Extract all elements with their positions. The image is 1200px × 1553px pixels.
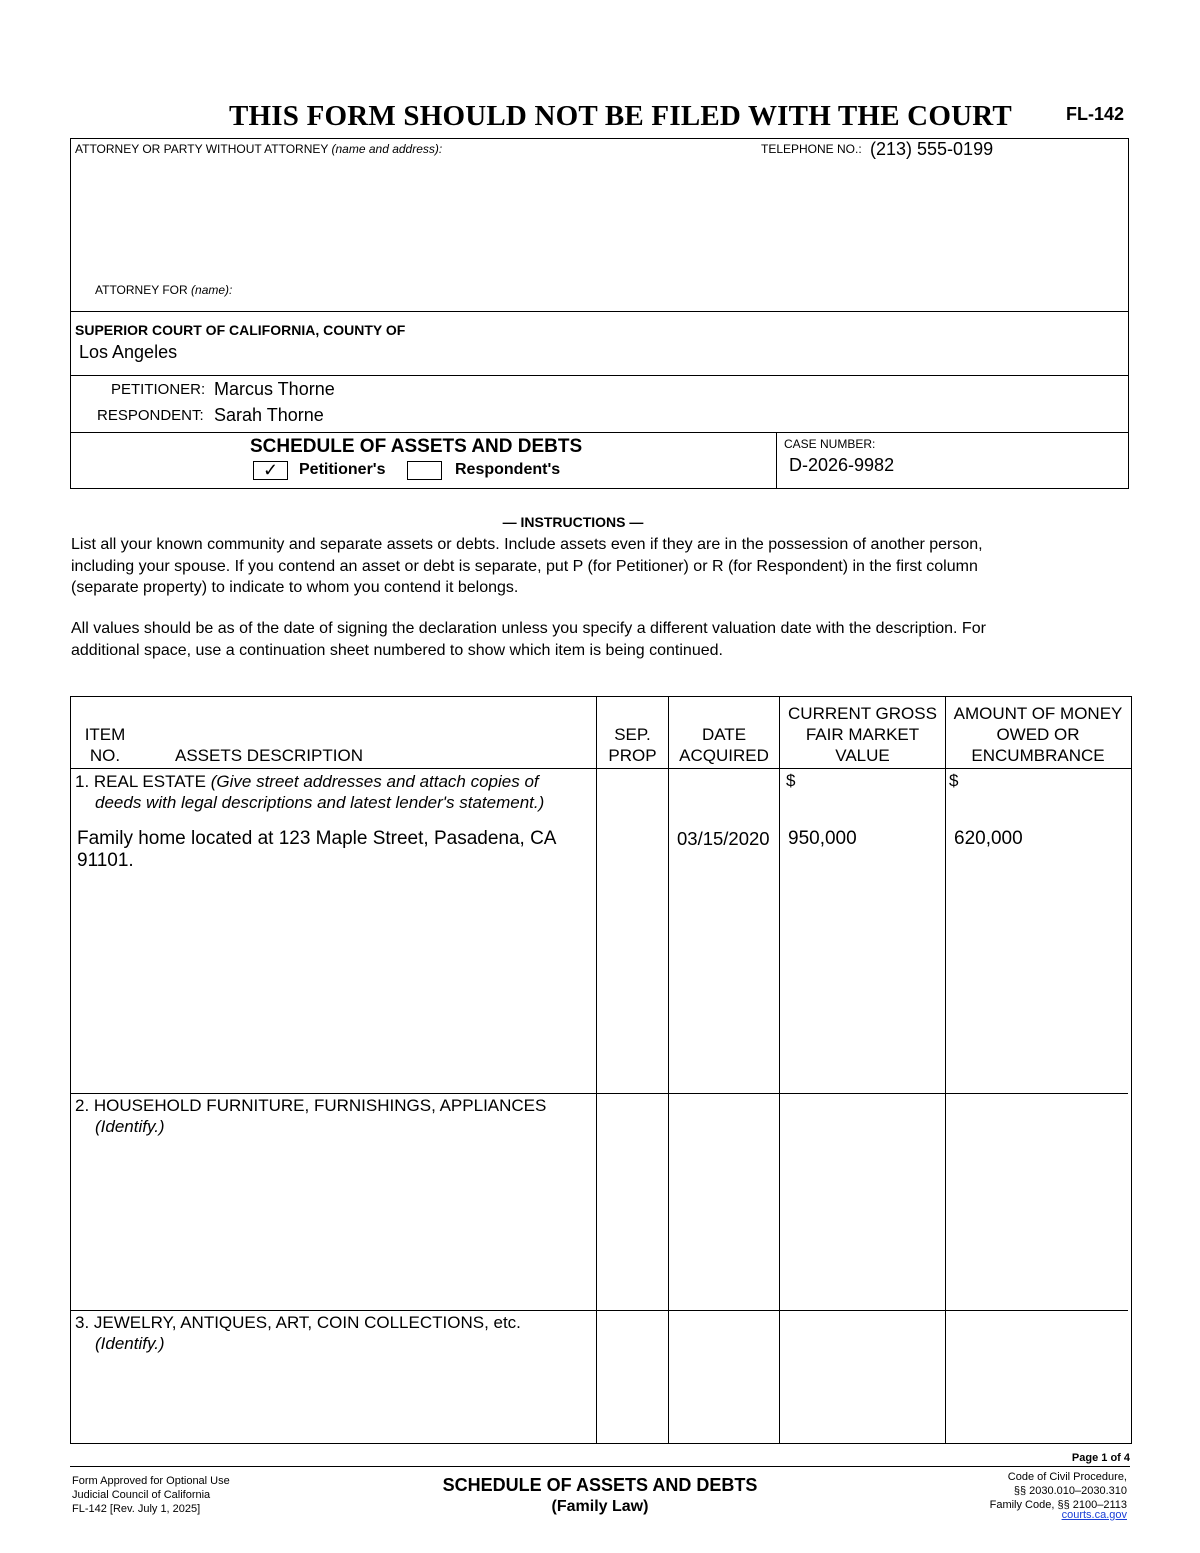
schedule-title: SCHEDULE OF ASSETS AND DEBTS	[250, 436, 583, 457]
petitioner-field[interactable]: Marcus Thorne	[214, 379, 335, 399]
household-description-field[interactable]	[75, 1140, 590, 1300]
section-household-title: 2. HOUSEHOLD FURNITURE, FURNISHINGS, APPLIANCES	[75, 1096, 547, 1115]
dollar-sign-value: $	[786, 771, 796, 790]
case-number-field[interactable]: D-2026-9982	[789, 455, 895, 475]
section-real-estate-subtitle: deeds with legal descriptions and latest lender's statement.)	[95, 793, 545, 812]
instructions-heading: — INSTRUCTIONS —	[502, 514, 644, 530]
attorney-label: ATTORNEY OR PARTY WITHOUT ATTORNEY (name and address):	[75, 142, 443, 156]
form-number: FL-142	[1066, 104, 1125, 124]
jewelry-description-field[interactable]	[75, 1358, 590, 1438]
respondent-label: RESPONDENT:	[97, 407, 204, 424]
respondent-checkbox-label: Respondent's	[455, 461, 561, 478]
petitioner-checkbox[interactable]: ✓	[253, 461, 288, 480]
real-estate-sep-prop-field[interactable]	[600, 828, 664, 850]
petitioner-label: PETITIONER:	[111, 381, 206, 398]
section-jewelry-subtitle: (Identify.)	[95, 1334, 165, 1353]
courts-website-link[interactable]: courts.ca.gov	[1061, 1509, 1127, 1521]
col-header-sep-prop: SEP. PROP	[608, 725, 657, 765]
petitioner-checkbox-label: Petitioner's	[299, 461, 386, 478]
section-real-estate-title: 1. REAL ESTATE (Give street addresses and attach copies of	[75, 772, 539, 791]
attorney-name-field[interactable]	[75, 162, 1120, 277]
footer-form-info: Form Approved for Optional Use Judicial Council of California FL-142 [Rev. July 1, 2025]	[72, 1475, 230, 1515]
county-field[interactable]: Los Angeles	[79, 342, 178, 362]
footer-subtitle: (Family Law)	[551, 1498, 649, 1515]
col-header-item: ITEM NO.	[84, 725, 126, 765]
real-estate-date-field[interactable]: 03/15/2020	[677, 828, 770, 849]
respondent-field[interactable]: Sarah Thorne	[214, 405, 324, 425]
telephone-label: TELEPHONE NO.:	[761, 142, 862, 156]
real-estate-owed-field[interactable]: 620,000	[954, 828, 1023, 849]
col-header-date-acquired: DATE ACQUIRED	[679, 725, 769, 765]
court-label: SUPERIOR COURT OF CALIFORNIA, COUNTY OF	[75, 322, 406, 338]
instructions-para-1: List all your known community and separate assets or debts. Include assets even if they are in the possession of another person, including your spouse. If you contend an asset or debt is separate, put P (for Petitioner) or R (for Respondent) in the first column (separate property) to indicate to whom you contend it belongs.	[71, 536, 983, 596]
dollar-sign-owed: $	[949, 771, 959, 790]
real-estate-value-field[interactable]: 950,000	[788, 828, 857, 849]
page-number: Page 1 of 4	[1071, 1452, 1130, 1464]
col-header-current-value: CURRENT GROSS FAIR MARKET VALUE	[788, 704, 937, 765]
footer-title: SCHEDULE OF ASSETS AND DEBTS	[442, 1475, 758, 1495]
col-header-description: ASSETS DESCRIPTION	[175, 746, 363, 765]
form-warning-title: THIS FORM SHOULD NOT BE FILED WITH THE COURT	[229, 100, 1012, 132]
col-header-amount-owed: AMOUNT OF MONEY OWED OR ENCUMBRANCE	[953, 704, 1123, 765]
real-estate-description-field[interactable]: Family home located at 123 Maple Street, Pasadena, CA 91101.	[77, 828, 557, 871]
attorney-for-label: ATTORNEY FOR (name):	[95, 283, 233, 297]
instructions-para-2: All values should be as of the date of signing the declaration unless you specify a different valuation date with the description. For additional space, use a continuation sheet numbered to show which item is being continued.	[71, 620, 986, 659]
telephone-field[interactable]: (213) 555-0199	[870, 139, 994, 159]
section-household-subtitle: (Identify.)	[95, 1117, 165, 1136]
footer-citations: Code of Civil Procedure, §§ 2030.010–2030.310 Family Code, §§ 2100–2113	[989, 1471, 1127, 1511]
respondent-checkbox[interactable]	[407, 461, 442, 480]
case-number-label: CASE NUMBER:	[784, 437, 876, 451]
section-jewelry-title: 3. JEWELRY, ANTIQUES, ART, COIN COLLECTIONS, etc.	[75, 1313, 521, 1332]
